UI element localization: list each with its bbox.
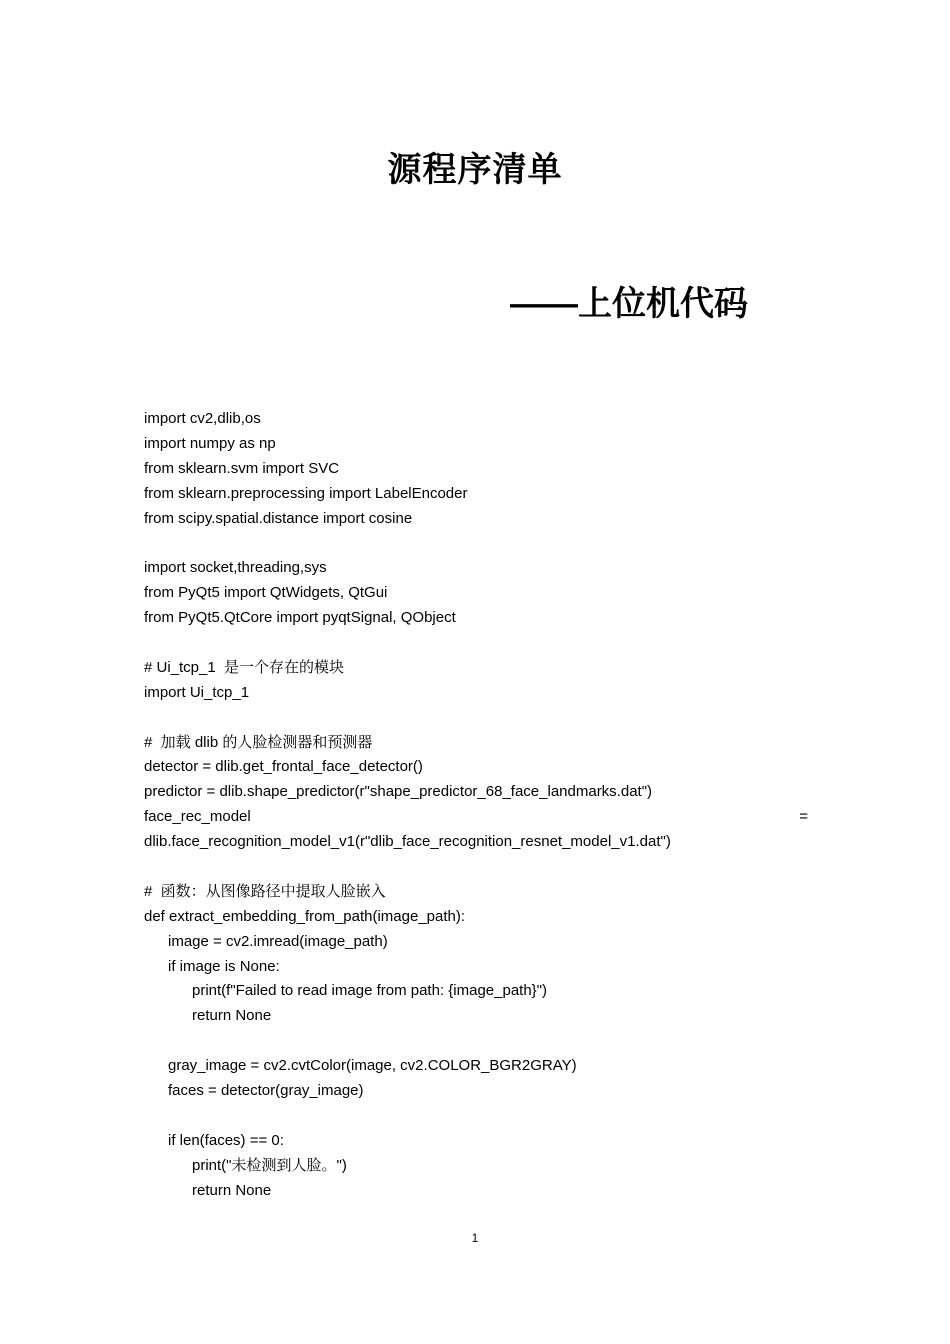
page-number: 1 (471, 1231, 479, 1245)
code-comment: # 函数：从图像路径中提取人脸嵌入 (144, 882, 386, 900)
document-subtitle: ——上位机代码 (510, 285, 748, 323)
code-line: import socket,threading,sys (144, 559, 327, 577)
code-line: from sklearn.svm import SVC (144, 459, 340, 477)
code-listing (144, 407, 808, 1204)
code-line: return None (192, 1181, 272, 1199)
code-line-blank (144, 855, 808, 880)
code-line-blank (144, 531, 808, 556)
code-comment: # Ui_tcp_1 是一个存在的模块 (144, 658, 345, 676)
code-line: detector = dlib.get_frontal_face_detector() (144, 758, 423, 776)
code-line-blank (144, 706, 808, 731)
code-line-blank (144, 631, 808, 656)
code-line: import Ui_tcp_1 (144, 683, 250, 701)
code-line: import numpy as np (144, 434, 276, 452)
code-line: from PyQt5.QtCore import pyqtSignal, QObject (144, 609, 456, 627)
code-line: predictor = dlib.shape_predictor(r"shape_predictor_68_face_landmarks.dat") (144, 783, 653, 801)
code-line-justified (144, 805, 808, 830)
code-line: print(f"Failed to read image from path: {image_path}") (192, 982, 548, 1000)
code-line: if len(faces) == 0: (168, 1131, 284, 1149)
code-line: dlib.face_recognition_model_v1(r"dlib_face_recognition_resnet_model_v1.dat") (144, 833, 671, 851)
document-title: 源程序清单 (387, 151, 563, 189)
code-line: if image is None: (168, 957, 280, 975)
code-line: def extract_embedding_from_path(image_path): (144, 907, 466, 925)
code-line: from PyQt5 import QtWidgets, QtGui (144, 584, 388, 602)
code-line: return None (192, 1007, 272, 1025)
code-line: gray_image = cv2.cvtColor(image, cv2.COLOR_BGR2GRAY) (168, 1057, 577, 1075)
code-fragment: face_rec_model (144, 808, 251, 826)
code-line: import cv2,dlib,os (144, 410, 261, 427)
code-line-blank (144, 1104, 808, 1129)
code-fragment: = (799, 808, 808, 826)
code-comment: # 加载 dlib 的人脸检测器和预测器 (144, 733, 373, 751)
code-line-blank (144, 1029, 808, 1054)
code-line: print("未检测到人脸。") (192, 1156, 347, 1174)
code-line: from scipy.spatial.distance import cosine (144, 509, 413, 527)
code-line: from sklearn.preprocessing import LabelEncoder (144, 484, 468, 502)
code-line: image = cv2.imread(image_path) (168, 932, 388, 950)
code-line: faces = detector(gray_image) (168, 1082, 364, 1100)
